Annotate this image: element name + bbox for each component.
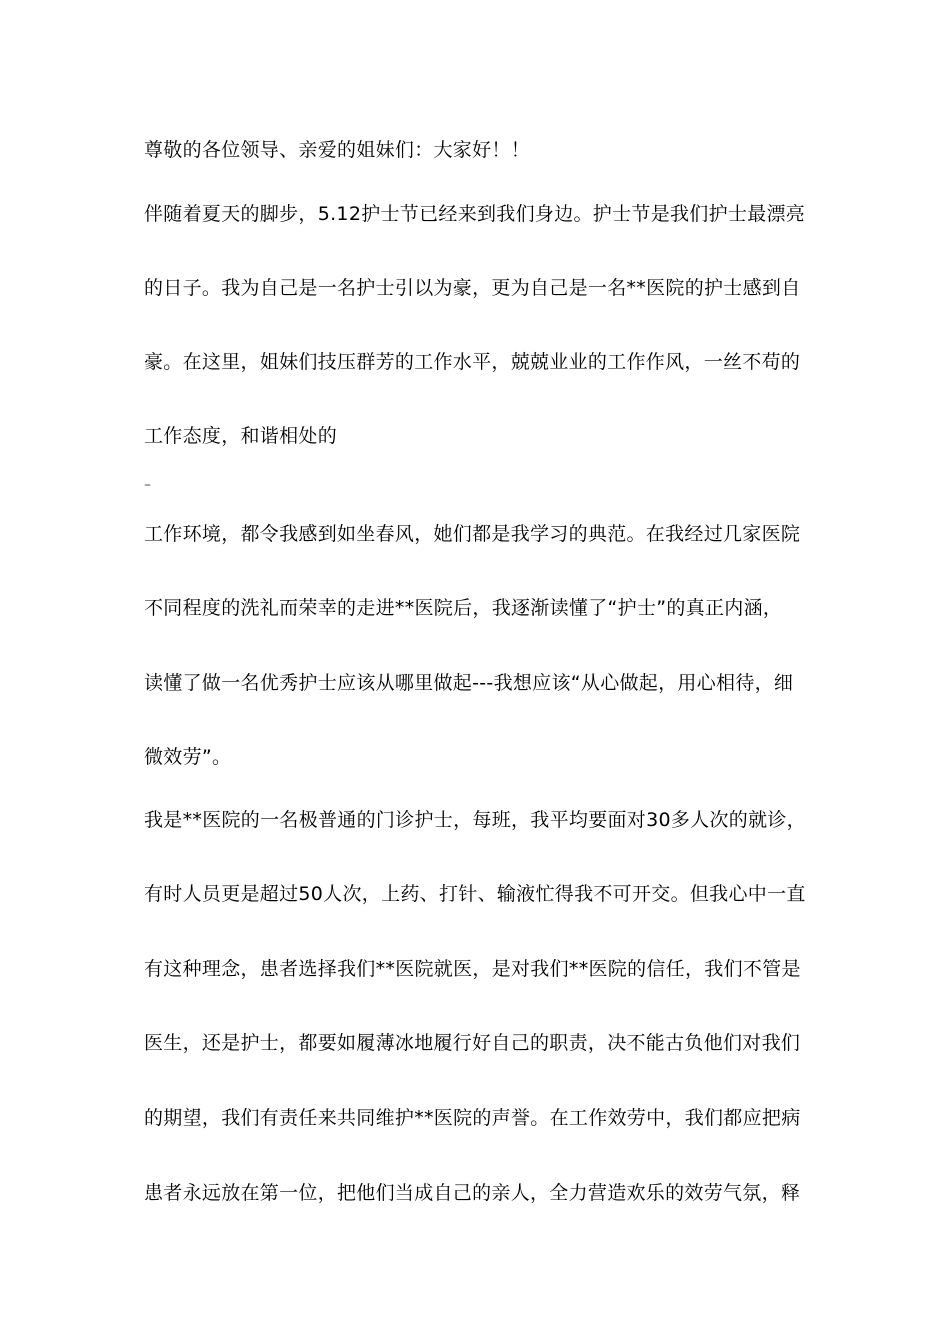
paragraph-line: 医生，还是护士，都要如履薄冰地履行好自己的职责，决不能古负他们对我们 (144, 1032, 801, 1054)
paragraph-line: 有这种理念，患者选择我们**医院就医，是对我们**医院的信任，我们不管是 (144, 958, 801, 980)
paragraph-line: 的期望，我们有责任来共同维护**医院的声誉。在工作效劳中，我们都应把病 (144, 1107, 801, 1129)
paragraph-line: 读懂了做一名优秀护士应该从哪里做起---我想应该“从心做起，用心相待，细 (144, 672, 794, 694)
page-break-mark: – (144, 477, 151, 493)
paragraph-line: 我是**医院的一名极普通的门诊护士，每班，我平均要面对30多人次的就诊， (144, 809, 806, 831)
paragraph-line: 工作态度，和谐相处的 (144, 425, 338, 447)
paragraph-line: 的日子。我为自己是一名护士引以为豪，更为自己是一名**医院的护士感到自 (144, 277, 801, 299)
paragraph-line: 豪。在这里，姐妹们技压群芳的工作水平，兢兢业业的工作作风，一丝不苟的 (144, 351, 801, 373)
paragraph-line: 工作环境，都令我感到如坐春风，她们都是我学习的典范。在我经过几家医院 (144, 523, 801, 545)
paragraph-line: 伴随着夏天的脚步，5.12护士节已经来到我们身边。护士节是我们护士最漂亮 (144, 203, 806, 225)
paragraph-line: 有时人员更是超过50人次，上药、打针、输液忙得我不可开交。但我心中一直 (144, 883, 806, 905)
paragraph-line: 微效劳”。 (144, 746, 232, 768)
paragraph-line: 不同程度的洗礼而荣幸的走进**医院后，我逐渐读懂了“护士”的真正内涵， (144, 597, 783, 619)
greeting-line: 尊敬的各位领导、亲爱的姐妹们：大家好！！ (144, 139, 531, 161)
paragraph-line: 患者永远放在第一位，把他们当成自己的亲人，全力营造欢乐的效劳气氛，释 (144, 1182, 801, 1204)
